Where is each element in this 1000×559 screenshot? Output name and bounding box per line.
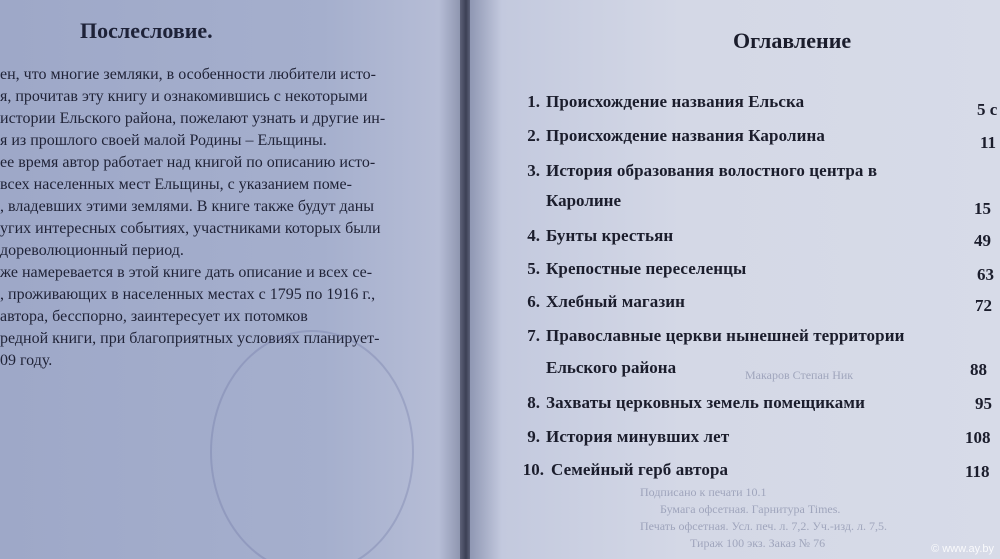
toc-title: История образования волостного центра в [546,161,878,180]
toc-page-number: 88 [970,360,987,379]
toc-page-number: 11 [980,133,997,152]
afterword-line: я из прошлого своей малой Родины – Ельщины. [0,132,327,149]
afterword-line: всех населенных мест Ельщины, с указанием поме- [0,176,352,193]
toc-title: Захваты церковных земель помещиками [546,393,865,412]
toc-number: 5. [527,259,540,278]
toc-page-number: 63 [977,265,994,284]
toc-number: 8. [527,393,540,412]
afterword-line: автора, бесспорно, заинтересует их потомков [0,308,308,325]
afterword-line: дореволюционный период. [0,242,184,259]
toc-title-continued: Ельского района [546,358,677,377]
toc-title: Происхождение названия Каролина [546,126,825,145]
afterword-heading: Послесловие. [80,18,213,43]
imprint-line: Тираж 100 экз. Заказ № 76 [690,536,826,550]
imprint-line: Подписано к печати 10.1 [640,485,767,499]
afterword-line: 09 году. [0,352,53,369]
toc-number: 3. [527,161,540,180]
imprint-line: Печать офсетная. Усл. печ. л. 7,2. Уч.-изд. л. 7,5. [640,519,887,533]
toc-number: 10. [522,460,544,479]
toc-page-number: 95 [975,394,992,413]
toc-title-continued: Каролине [546,191,622,210]
toc-page-number: 49 [974,231,991,250]
afterword-line: же намеревается в этой книге дать описание и всех се- [0,264,373,281]
afterword-line: , проживающих в населенных местах с 1795 по 1916 г., [0,286,376,303]
afterword-line: ее время автор работает над книгой по описанию исто- [0,154,376,171]
toc-page-number: 5 с [977,100,998,119]
toc-page-number: 15 [974,199,991,218]
toc-title: Происхождение названия Ельска [546,92,805,111]
afterword-line: я, прочитав эту книгу и ознакомившись с некоторыми [0,88,368,105]
toc-number: 1. [527,92,540,111]
toc-number: 6. [527,292,540,311]
afterword-line: редной книги, при благоприятных условиях планирует- [0,330,380,347]
afterword-line: истории Ельского района, пожелают узнать и другие ин- [0,110,386,127]
toc-title: Бунты крестьян [546,226,674,245]
imprint-line: Макаров Степан Ник [745,368,854,382]
toc-page-number: 108 [965,428,991,447]
afterword-line: угих интересных событиях, участниками которых были [0,220,381,237]
toc-title: Православные церкви нынешней территории [546,326,905,345]
toc-number: 4. [527,226,540,245]
toc-number: 7. [527,326,540,345]
afterword-line: , владевших этими землями. В книге также будут даны [0,198,375,215]
toc-title: Хлебный магазин [546,292,686,311]
toc-title: Крепостные переселенцы [546,259,747,278]
toc-page-number: 72 [975,296,992,315]
toc-number: 2. [527,126,540,145]
toc-number: 9. [527,427,540,446]
watermark-credit: © www.ay.by [931,543,994,555]
toc-page-number: 118 [965,462,990,481]
afterword-line: ен, что многие земляки, в особенности любители исто- [0,66,376,83]
imprint-line: Бумага офсетная. Гарнитура Times. [660,502,841,516]
toc-title: История минувших лет [546,427,730,446]
contents-heading: Оглавление [733,28,852,53]
toc-title: Семейный герб автора [551,460,729,479]
